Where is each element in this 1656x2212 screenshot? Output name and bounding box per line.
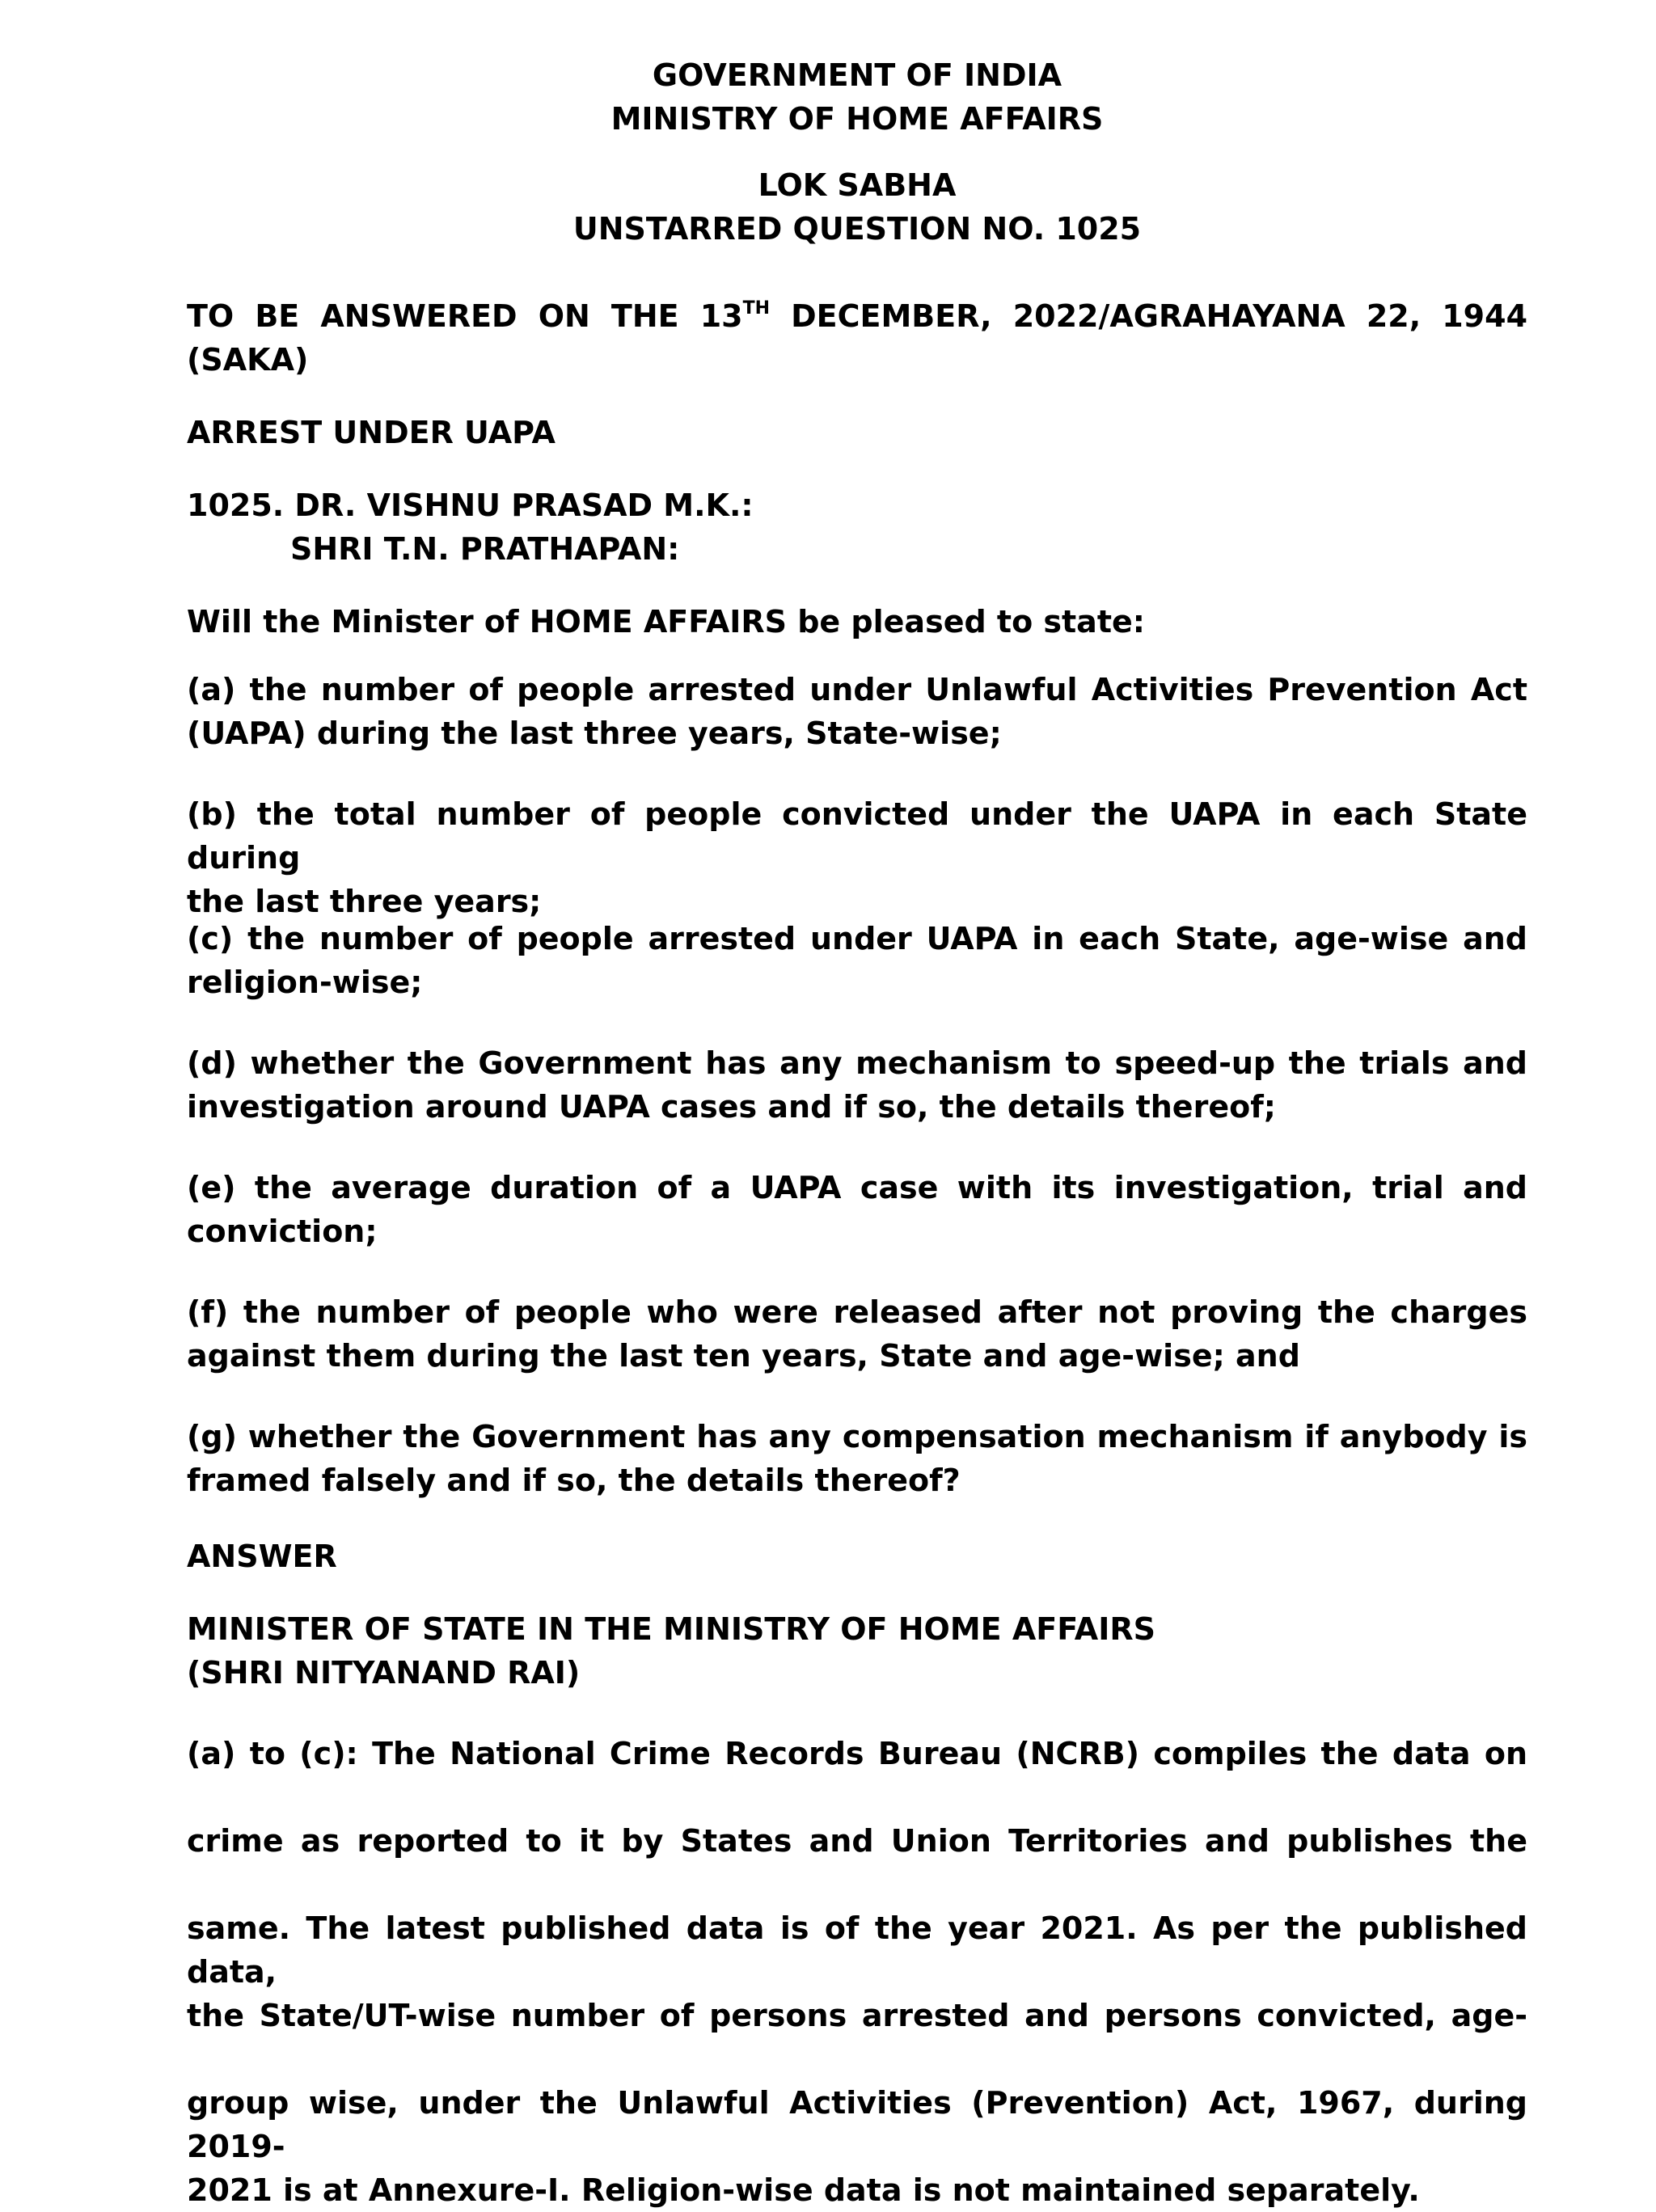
answer-date-superscript: TH (742, 298, 771, 319)
question-d-line2: investigation around UAPA cases and if so, the details thereof; (187, 1089, 1276, 1125)
minister-name: (SHRI NITYANAND RAI) (187, 1655, 581, 1691)
question-b-line2: the last three years; (187, 884, 542, 919)
question-a-line1: (a) the number of people arrested under Unlawful Activities Prevention Act (187, 672, 1527, 707)
question-d-line1: (d) whether the Government has any mechanism to speed-up the trials and (187, 1045, 1527, 1081)
question-intro: Will the Minister of HOME AFFAIRS be pleased to state: (187, 604, 1145, 640)
member-second: SHRI T.N. PRATHAPAN: (290, 531, 680, 567)
question-subject: ARREST UNDER UAPA (187, 415, 556, 450)
answer-date-line (187, 294, 1527, 338)
header-house: LOK SABHA (758, 167, 957, 203)
question-d (187, 1041, 1527, 1129)
question-b (187, 792, 1527, 923)
question-b-line1: (b) the total number of people convicted under the UAPA in each State during (187, 796, 1527, 876)
answer-date-saka: (SAKA) (187, 342, 309, 378)
question-f-line1: (f) the number of people who were released after not proving the charges (187, 1294, 1527, 1330)
question-c (187, 917, 1527, 1004)
answer-line: 2021 is at Annexure-I. Religion-wise data is not maintained separately. (187, 2172, 1420, 2208)
answer-line: (a) to (c): The National Crime Records Bureau (NCRB) compiles the data on (187, 1736, 1527, 1771)
question-g-line2: framed falsely and if so, the details thereof? (187, 1463, 961, 1498)
question-a-line2: (UAPA) during the last three years, State-wise; (187, 716, 1002, 751)
answer-line: same. The latest published data is of the year 2021. As per the published data, (187, 1910, 1527, 1990)
answer-line: the State/UT-wise number of persons arrested and persons convicted, age- (187, 1998, 1527, 2033)
answer-body (187, 1732, 1527, 2212)
question-a (187, 668, 1527, 755)
question-c-line1: (c) the number of people arrested under UAPA in each State, age-wise and (187, 921, 1527, 956)
question-e-line2: conviction; (187, 1214, 378, 1249)
answer-line: group wise, under the Unlawful Activities (Prevention) Act, 1967, during 2019- (187, 2085, 1527, 2164)
answer-date-prefix: TO BE ANSWERED ON THE 13 (187, 298, 743, 334)
minister-title: MINISTER OF STATE IN THE MINISTRY OF HOME AFFAIRS (187, 1611, 1155, 1647)
question-g-line1: (g) whether the Government has any compensation mechanism if anybody is (187, 1419, 1527, 1454)
answer-heading: ANSWER (187, 1539, 337, 1574)
answer-line: crime as reported to it by States and Union Territories and publishes the (187, 1823, 1527, 1859)
answer-date-rest: DECEMBER, 2022/AGRAHAYANA 22, 1944 (770, 298, 1528, 334)
header-question-number: UNSTARRED QUESTION NO. 1025 (572, 211, 1142, 247)
question-c-line2: religion-wise; (187, 965, 423, 1000)
question-f (187, 1290, 1527, 1378)
question-g (187, 1415, 1527, 1502)
header-ministry: MINISTRY OF HOME AFFAIRS (610, 101, 1104, 137)
header-government: GOVERNMENT OF INDIA (652, 57, 1062, 93)
question-e (187, 1166, 1527, 1253)
member-first: 1025. DR. VISHNU PRASAD M.K.: (187, 488, 754, 523)
question-f-line2: against them during the last ten years, State and age-wise; and (187, 1338, 1300, 1374)
question-e-line1: (e) the average duration of a UAPA case with its investigation, trial and (187, 1170, 1527, 1205)
